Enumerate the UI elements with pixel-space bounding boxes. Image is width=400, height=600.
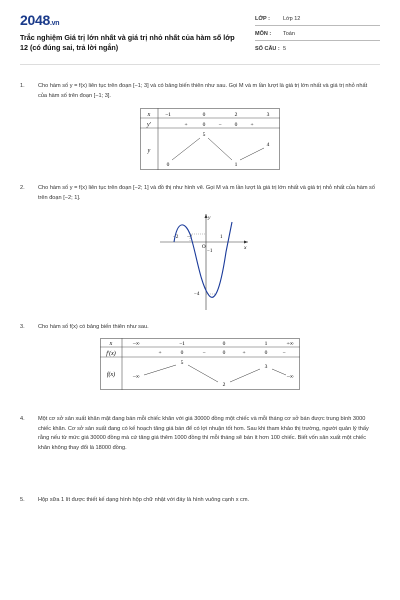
variation-arrow bbox=[230, 369, 260, 382]
question-text: Cho hàm số y = f(x) liên tục trên đoạn [−2; 1] và đồ thị như hình vẽ. Gọi M và m lần lượt là giá trị lớn nhất và giá trị nhỏ nhất của hàm số trên đoạn [−2; 1]. bbox=[38, 185, 375, 201]
y-value: −∞ bbox=[132, 374, 140, 380]
label-x: x bbox=[147, 112, 151, 118]
sign-value: + bbox=[158, 350, 162, 356]
x-axis-arrow bbox=[244, 241, 248, 244]
y-value: −∞ bbox=[286, 374, 294, 380]
variation-arrow bbox=[144, 365, 176, 375]
sign-value: − bbox=[282, 350, 286, 356]
meta-value: 5 bbox=[283, 46, 287, 52]
question-text: Cho hàm số y = f(x) liên tục trên đoạn [−1; 3] và có bảng biến thiên như sau. Gọi M và m lần lượt là giá trị lớn nhất và giá trị nhỏ nhất của hàm số trên đoạn [−1; 3]. bbox=[38, 83, 368, 99]
y-value: 4 bbox=[266, 142, 270, 148]
y-value: 5 bbox=[202, 132, 206, 138]
tick-label: 1 bbox=[220, 235, 223, 240]
y-value: 0 bbox=[166, 162, 170, 168]
label-x: x bbox=[109, 341, 113, 347]
variation-arrow bbox=[172, 138, 200, 160]
label-yprime: y' bbox=[147, 122, 151, 128]
meta-subject bbox=[255, 31, 295, 37]
question-number: 2. bbox=[20, 185, 25, 191]
meta-key: SỐ CÂU : bbox=[255, 46, 280, 52]
question-text: Cho hàm số f(x) có bảng biến thiên như sau. bbox=[38, 324, 149, 330]
sign-value: − bbox=[202, 350, 206, 356]
question-3 bbox=[20, 323, 375, 333]
y-value: 3 bbox=[264, 364, 268, 370]
sign-value: + bbox=[184, 122, 188, 128]
question-text: Một cơ sở sản xuất khăn mặt đang bán mỗi chiếc khăn với giá 30000 đồng một chiếc và mỗi tháng cơ sở bán được trung bình 3000 chiếc khăn. Cơ sở sản xuất đang có kế hoạch tăng giá bán để có lợi nhuận tốt hơn. Sau khi tham khảo thị trường, người quản lý thấy rằng nếu từ mức giá 30000 đồng mà cứ tăng giá thêm 1000 đồng thì mỗi tháng sẽ bán ít hơn 100 chiếc. Biết vốn sản xuất một chiếc khăn không thay đổi là 18000 đồng. bbox=[38, 416, 369, 451]
x-value: 0 bbox=[202, 112, 206, 118]
meta-count bbox=[255, 46, 286, 52]
meta-value: Toán bbox=[283, 31, 295, 37]
question-2 bbox=[20, 184, 375, 203]
question-1 bbox=[20, 82, 375, 101]
origin-label: O bbox=[202, 245, 206, 250]
header-divider bbox=[20, 64, 380, 65]
label-f: f(x) bbox=[106, 372, 116, 378]
y-value: 1 bbox=[234, 162, 238, 168]
question-number: 1. bbox=[20, 83, 25, 89]
sign-value: 0 bbox=[202, 122, 206, 128]
tick-label: −1 bbox=[187, 235, 193, 240]
axis-y-label: y bbox=[208, 215, 211, 221]
meta-class bbox=[255, 16, 300, 22]
meta-value: Lớp 12 bbox=[283, 16, 301, 22]
sign-value: 0 bbox=[264, 350, 268, 356]
x-value: 2 bbox=[234, 112, 238, 118]
meta-key: MÔN : bbox=[255, 31, 272, 37]
axis-x-label: x bbox=[244, 245, 247, 251]
sign-value: 0 bbox=[222, 350, 226, 356]
tick-label: −1 bbox=[207, 249, 213, 254]
question-number: 5. bbox=[20, 497, 25, 503]
label-y: y bbox=[147, 148, 151, 154]
function-curve bbox=[174, 222, 232, 297]
sign-value: + bbox=[242, 350, 246, 356]
tick-label: −4 bbox=[194, 292, 200, 297]
x-value: −∞ bbox=[132, 341, 140, 347]
question-4 bbox=[20, 415, 375, 453]
page-title: Trắc nghiệm Giá trị lớn nhất và giá trị nhỏ nhất của hàm số lớp 12 (có đúng sai, trả lời ngắn) bbox=[20, 33, 235, 52]
sign-value: − bbox=[218, 122, 222, 128]
variation-arrow bbox=[240, 148, 264, 160]
question-text: Hộp sữa 1 lít được thiết kế dạng hình hộp chữ nhật với đáy là hình vuông cạnh x cm. bbox=[38, 497, 250, 503]
variation-arrow bbox=[272, 369, 286, 375]
question-number: 3. bbox=[20, 324, 25, 330]
question-number: 4. bbox=[20, 416, 25, 422]
x-value: −1 bbox=[165, 112, 171, 118]
x-value: 1 bbox=[264, 341, 268, 347]
x-value: 0 bbox=[222, 341, 226, 347]
x-value: −1 bbox=[179, 341, 185, 347]
tick-label: −2 bbox=[173, 235, 179, 240]
question-5 bbox=[20, 496, 375, 506]
x-value: 3 bbox=[266, 112, 270, 118]
meta-key: LỚP : bbox=[255, 16, 270, 22]
logo-suffix: .vn bbox=[49, 20, 60, 27]
sign-value: + bbox=[250, 122, 254, 128]
x-value: +∞ bbox=[286, 341, 294, 347]
divider bbox=[255, 25, 380, 26]
variation-table-1 bbox=[140, 108, 280, 170]
variation-arrow bbox=[188, 365, 218, 382]
y-value: 2 bbox=[222, 382, 226, 388]
divider bbox=[255, 40, 380, 41]
sign-value: 0 bbox=[234, 122, 238, 128]
sign-value: 0 bbox=[180, 350, 184, 356]
variation-table-3 bbox=[100, 338, 300, 390]
y-value: 5 bbox=[180, 360, 184, 366]
logo-text: 2048 bbox=[20, 12, 50, 28]
function-graph-2 bbox=[160, 212, 250, 312]
label-fprime: f'(x) bbox=[106, 351, 116, 357]
variation-arrow bbox=[208, 138, 232, 160]
site-logo[interactable] bbox=[20, 12, 59, 28]
